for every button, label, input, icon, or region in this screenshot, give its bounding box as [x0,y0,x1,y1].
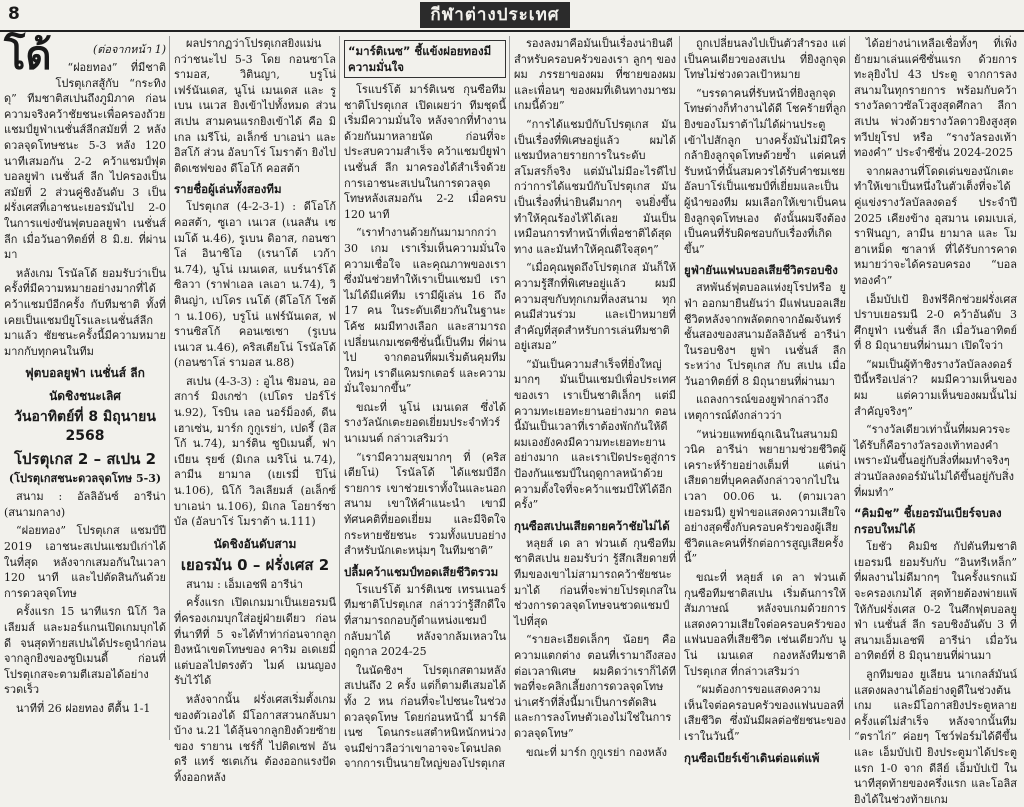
subheadline: กุนซือสเปนเสียดายคว้าชัยไม่ได้ [514,518,670,533]
paragraph: หลุยส์ เด ลา ฟวนเต้ กุนซือทีมชาติสเปน ยอมรับว่า รู้สึกเสียดายที่ทีมของเขาไม่สามารถคว้าชัยชนะมาได้ ก่อนที่จะพ่ายโปรตุเกสในช่วงการดวลจุดโทษจนชวดแชมป์ไปที่สุด [514,536,676,628]
paragraph: โรแบร์โต้ มาร์ติเนซ กุนซือทีมชาติโปรตุเกส เปิดเผยว่า ทีมชุดนี้เริ่มมีความมั่นใจ หลังจากที่ทำงานด้วยกันมาหลายนัด ก่อนที่จะประสบความสำเร็จ คว้าแชมป์ยูฟ่า เนชั่นส์ ลีก มาครองได้สำเร็จด้วยการเอาชนะสเปนในการดวลจุดโทษหลังเสมอกัน 2-2 เมื่อครบ 120 นาที [344,83,506,221]
paragraph: “บรรดาคนที่รับหน้าที่ยิงลูกจุดโทษต่างก็ทำงานได้ดี โชคร้ายที่ลูกยิงของโมราต้าไม่ได้ผ่านประตูเข้าไปสักลูก บางครั้งมันไม่มีใครกล้ายิงลูกจุดโทษด้วยซ้ำ แต่คนที่รับหน้าที่นั้นสมควรได้รับคำชมเชย อัลบาโร่เป็นแชมป์ที่เยี่ยมและเป็นผู้นำของทีม ผมเลือกให้เขาเป็นคนยิงลูกจุดโทษเอง ดังนั้นผมจึงต้องเป็นคนที่รับผิดชอบกับเรื่องที่เกิดขึ้น” [684,86,846,256]
paragraph: “มันเป็นความสำเร็จที่ยิ่งใหญ่มากๆ มันเป็นแชมป์เพื่อประเทศของเรา เราเป็นชาติเล็กๆ แต่มีความทะเยอทะยานอย่างมาก ตอนนี้มันเป็นเวลาที่เราต้องพักกันให้ดี ผมเองยังคงมีความทะเยอทะยานอย่างมาก และเราเปิดประตูสู่การป้องกันแชมป์ในฤดูกาลหน้าด้วยความตั้งใจที่จะคว้าแชมป์ให้ได้อีกครั้ง” [514,357,676,512]
column-footer-text: ขณะที่ มาร์ก กูกูเรย่า กองหลัง [526,745,667,759]
result-score: โปรตุเกส 2 – สเปน 2 [13,450,157,469]
subheadline: ปลื้มคว้าแชมป์ทอดเสียชีวิตรวม [344,564,499,579]
page-number: 8 [8,4,20,24]
column-5 [684,36,850,765]
paragraph: หลังเกม โรนัลโด้ ยอมรับว่าเป็นครั้งที่มีความหมายอย่างมากที่ได้คว้าแชมป์อีกครั้ง กับทีมชาติ ทั้งที่เคยเป็นแชมป์ยูโรและเนชั่นส์ลีกมาแล้ว ชัยชนะครั้งนี้มีความหมายมากกับทุกคนในทีม [4,266,166,358]
paragraph: ลูกทีมของ ยูเลียน นาเกลส์มันน์ แสดงผลงานได้อย่างดูดีในช่วงต้นเกม และมีโอกาสยิงประตูหลายครั้งแต่ไม่สำเร็จ หลังจากนั้นทีม “ตราไก่” ค่อยๆ โชว์ฟอร์มได้ดีขึ้นและ เอ็มบัปเป้ ยิงประตูมาได้ประตูแรก 1-0 จาก ดีลีย์ เอ็มบัปเป้ ในนาทีสุดท้ายของครึ่งแรก และโอลิส ยิงได้ในช่วงท้ายเกม [854,667,1017,806]
paragraph: “เราทำงานด้วยกันมามากกว่า 30 เกม เราเริ่มเห็นความมั่นใจ ความเชื่อใจ และคุณภาพของเรา ซึ่งมันช่วยทำให้เราเป็นแชมป์ เราไม่ได้มีแค่ทีม เรามีผู้เล่น 16 ถึง 17 คน ในระดับเดียวกันในฐานะโค้ช ผมมีทางเลือก และสามารถเปลี่ยนเกมเซตซีซั่นนี้เป็นทีม ที่ผ่านไป จากตอนที่ผมเริ่มต้นคุมทีมใหม่ๆ เราดีแคมรกเตอร์ และความมั่นใจมากขึ้น” [344,226,506,396]
paragraph: ครั้งแรก 15 นาทีแรก นิโก้ วิลเลียมส์ และมอร์แกนเปิดเกมบุกได้ดี จนสุดท้ายสเปนได้ประตูนำก่อนจากลูกยิงของซูบิเมนดี้ ก่อนที่โปรตุเกสจะตามตีเสมอได้อย่างรวดเร็ว [4,605,166,697]
paragraph: หลังจากนั้น ฝรั่งเศสเริ่มตั้งเกมของตัวเองได้ มีโอกาสสวนกลับมาบ้าง น.21 ได้ลุ้นจากลูกยิงด้วยซ้ายของ รายาน เชร์กี้ ไปติดเซฟ อันดรี แทร์ ชเตเก้น ต้องออกแรงปัดทิ้งออกหลัง [174,692,336,784]
headline-kicker: โด้ [4,33,52,79]
paragraph: ขณะที่ นูโน่ เมนเดส ซึ่งได้รางวัลนักเตะยอดเยี่ยมประจำทัวร์นาเมนต์ กล่าวเสริมว่า [344,400,506,446]
paragraph: “หน่วยแพทย์ฉุกเฉินในสนามมิวนิค อารีน่า พยายามช่วยชีวิตผู้เคราะห์ร้ายอย่างเต็มที่ แต่น่าเสียดายที่บุคคลดังกล่าวจากไปในเวลา 00.06 น. (ตามเวลาเยอรมนี) ยูฟ่าขอแสดงความเสียใจอย่างสุดซึ้งกับครอบครัวของผู้เสียชีวิตและคนที่รักต่อการสูญเสียครั้งนี้” [684,427,846,566]
continued-from-label: (ต่อจากหน้า 1) [92,43,166,56]
paragraph: “ผมเป็นผู้ท้าชิงรางวัลบัลลงดอร์ปีนี้หรือเปล่า? ผมมีความเห็นของผม แต่ความเห็นของผมนั้นไม่สำคัญจริงๆ” [854,357,1017,418]
article-columns [4,33,1020,806]
paragraph: เอ็มบัปเป้ ยิงฟรีคิกช่วยฝรั่งเศสปราบเยอรมนี 2-0 คว้าอันดับ 3 ศึกยูฟ่า เนชั่นส์ ลีก เมื่อวันอาทิตย์ที่ 8 มิถุนายนที่ผ่านมา เปิดใจว่า [854,292,1017,353]
paragraph: ขณะที่ หลุยส์ เด ลา ฟวนเต้ กุนซือทีมชาติสเปน เริ่มต้นการให้สัมภาษณ์ หลังจบเกมด้วยการแสดงความเสียใจต่อครอบครัวของแฟนบอลที่เสียชีวิต เช่นเดียวกับ นูโน่ เมนเดส กองหลังทีมชาติโปรตุเกส ที่กล่าวเสริมว่า [684,571,846,678]
result-title: ฟุตบอลยูฟ่า เนชั่นส์ ลีก [25,366,145,381]
column-4 [514,36,680,759]
paragraph: สหพันธ์ฟุตบอลแห่งยุโรปหรือ ยูฟ่า ออกมายืนยันว่า มีแฟนบอลเสียชีวิตหลังจากพลัดตกจากอัฒจันทร์ชั้นสองของสนามอัลลิอันซ์ อารีน่า ในรอบชิงฯ ยูฟ่า เนชั่นส์ ลีก ระหว่าง โปรตุเกส กับ สเปน เมื่อวันอาทิตย์ที่ 8 มิถุนายนที่ผ่านมา [684,281,846,388]
third-place-heading: นัดชิงอันดับสาม [213,536,297,551]
lineup-spain: สเปน (4-3-3) : อูไน ซิมอน, ออสการ์ มิงเกซ่า (เปโดร ปอร์โร่ น.92), โรบิน เลอ นอร์ม็องด์, ดีน เฮาเซ่น, มาร์ก กูกูเรย่า, เปดรี้ (อิสโก้ น.74), มาร์ติน ซูบิเมนดี้, ฟาเบียน รุยซ์ (มิเกล เมริโน่ น.74), ลามีน ยามาล (เยเรมี่ ปิโน่ น.106), นิโก้ วิลเลียมส์ (อเล็กซ์ บาเอน่า น.106), มิเกล โอยาร์ซาบัล (อัลบาโร่ โมราต้า น.111) [174,374,336,529]
paragraph: ผลปรากฏว่าโปรตุเกสยิงแม่นกว่าชนะไป 5-3 โดย กอนซาโล รามอส, วิตินญา, บรูโน่ เฟร์นันเดส, นูโน่ เมนเดส และ รูเบน เนเวส ยิงเข้าไปทั้งหมด ส่วนสเปน สามคนแรกยิงเข้าได้ คือ มิเกล เมรีโน่, อเล็กซ์ บาเอน่า และ อิสโก้ ส่วน อัลบาโร่ โมราต้า ยิงไปติดเซฟของ ดีโอโก้ คอสต้า [174,37,336,175]
result-note: (โปรตุเกสชนะดวลจุดโทษ 5-3) [8,472,162,486]
paragraph: ถูกเปลี่ยนลงไปเป็นตัวสำรอง แต่เป็นคนเดียวของสเปน ที่ยิงลูกจุดโทษไม่ช่วงดวลเป้าหมาย [684,37,846,82]
column-6 [854,36,1020,806]
column-footer-text: นาทีที่ 26 ฝอยทอง ตีตื้น 1-1 [16,702,151,715]
paragraph: “รายละเอียดเล็กๆ น้อยๆ คือความแตกต่าง ตอนที่เรามาถึงสองต่อเวลาพิเศษ ผมคิดว่าเราก็ได้ทีพอที่จะคลิกเลี้ยงการดวลจุดโทษ น่าเศร้าที่สิ่งนี้มาเป็นการตัดสิน และการลงโทษตัวเองไม่ใช่ในการดวลจุดโทษ” [514,633,676,740]
stadium-line: สนาม : เอ็มเอชพี อารีน่า [186,577,303,591]
paragraph: โรแบร์โต้ มาร์ติเนซ เทรนเนอร์ทีมชาติโปรตุเกส กล่าวว่ารู้สึกดีใจที่สามารถกอบกู้ตำแหน่งแชมป์กลับมาได้ หลังจากล้มเหลวในฤดูกาล 2024-25 [344,582,506,659]
paragraph: ได้อย่างน่าเหลือเชื่อทั้งๆ ที่เพิ่งย้ายมาเล่นแค่ซีซั่นแรก ด้วยการทะลุยิงไป 43 ประตู จากการลงสนามในทุกรายการ พร้อมกับคว้ารางวัลดาวซัลโวสูงสุดศึกลา ลีกา สเปน พ่วงด้วยรางวัลดาวยิงสูงสุดทวีปยุโรป หรือ “รางวัลรองเท้าทองคำ” ประจำซีซั่น 2024-2025 [854,37,1017,160]
result-subtitle: นัดชิงชนะเลิศ [49,389,121,404]
paragraph: “การได้แชมป์กับโปรตุเกส มันเป็นเรื่องที่พิเศษอยู่แล้ว ผมได้แชมป์หลายรายการในระดับสโมสรก็จริง แต่มันไม่มีอะไรดีไปกว่าการได้แชมป์กับโปรตุเกส มันเป็นเรื่องที่น่ายินดีมากๆ จนยิ่งขึ้นทำให้คุณร้องไห้ได้เลย มันเป็นเหมือนการทำหน้าที่เพื่อชาติได้สุดทาง และมันทำให้คุณดีใจสุดๆ” [514,117,676,256]
lineup-heading: รายชื่อผู้เล่นทั้งสองทีม [174,182,282,197]
masthead [0,0,1024,32]
paragraph: ครั้งแรก เปิดเกมมาเป็นเยอรมนีที่ครองเกมบุกใส่อยู่ฝ่ายเดียว ก่อนที่นาทีที่ 5 จะได้ทำท่าก่อนจากลูกยิงหน้าเขตโทษของ คาริม อเดเยมี่ แต่บอลไปตรงตัว ไมค์ เมนญอง รับไว้ได้ [174,596,336,688]
column-1 [4,33,170,740]
paragraph: โยชัว คิมมิช กัปตันทีมชาติเยอรมนี ยอมรับกับ “อินทรีเหล็ก” ที่ผลงานไม่ดีมากๆ ในครั้งแรกแม้จะครองเกมได้ สุดท้ายต้องพ่ายแพ้ให้กับฝรั่งเศส 0-2 ในศึกฟุตบอลยูฟ่า เนชั่นส์ ลีก รอบชิงอันดับ 3 ที่สนามเอ็มเอชพี อารีน่า เมื่อวันอาทิตย์ที่ 8 มิถุนายนที่ผ่านมา [854,540,1017,663]
stadium-line: สนาม : อัลลิอันซ์ อารีน่า (สนามกลาง) [4,490,166,519]
result-date: วันอาทิตย์ที่ 8 มิถุนายน 2568 [14,409,156,445]
paragraph: “ฝอยทอง” โปรตุเกส แชมป์ปี 2019 เอาชนะสเปนแชมป์เก่าได้ในที่สุด หลังจากเสมอกันในเวลา 120 นาที และไปตัดสินกันด้วยการดวลจุดโทษ [4,524,166,600]
section-logo: กีฬาต่างประเทศ [420,2,570,28]
paragraph: ในนัดชิงฯ โปรตุเกสตามหลังสเปนถึง 2 ครั้ง แต่ก็ตามตีเสมอได้ทั้ง 2 หน ก่อนที่จะไปชนะในช่วงดวลจุดโทษ โดยก่อนหน้านี้ มาร์ติเนซ โดนกระแสตำหนิหนักหน่วง จนมีข่าวลือว่าเขาอาจจะโดนปลดจากการเป็นนายใหญ่ของโปรตุเกส [344,663,506,771]
paragraph: จากผลงานที่โดดเด่นของนักเตะทำให้เขาเป็นหนึ่งในตัวเต็งที่จะได้คู่แข่งรางวัลบัลลงดอร์ ประจำปี 2025 เคียงข้าง อุสมาน เดมเบเล่, ราฟินญา, ลามีน ยามาล และ โมฮาเหม็ด ซาลาห์ ที่ได้รับการคาดหมายว่าจะได้ครอบครอง “บอลทองคำ” [854,164,1017,287]
subheadline: กุนซือเบียร์เข้าเดินต่อแต่แพ้ [684,750,820,765]
subheadline: “มาร์ติเนซ” ชี้แข้งฝอยทองมีความมั่นใจ [344,40,506,78]
paragraph: แถลงการณ์ของยูฟ่ากล่าวถึงเหตุการณ์ดังกล่าวว่า [684,393,829,423]
paragraph: “ผมต้องการขอแสดงความเห็นใจต่อครอบครัวของแฟนบอลที่เสียชีวิต ซึ่งมันมีผลต่อชัยชนะของเราในวันนี้” [684,683,846,743]
subheadline: “คิมมิช” ชี้เยอรมันเบียร์จบลงกรอบใหม่ได้ [854,506,1002,537]
subheadline: ยูฟ่ายันแฟนบอลเสียชีวิตรอบชิง [684,263,838,278]
paragraph: รองลงมาคือมันเป็นเรื่องน่ายินดีสำหรับครอบครัวของเรา ลูกๆ ของผม ภรรยาของผม ที่ซายของผม และเพื่อนๆ ของผมที่เดินทางมาชมเกมนี้ด้วย” [514,37,676,113]
paragraph: “รางวัลเดียวเท่านั้นที่ผมควรจะได้รับก็คือรางวัลรองเท้าทองคำ เพราะมันขึ้นอยู่กับสิ่งที่ผมทำจริงๆ ส่วนบัลลงดอร์มันไม่ได้ขึ้นอยู่กับสิ่งที่ผมทำ” [854,423,1014,499]
paragraph: “เมื่อคุณพูดถึงโปรตุเกส มันก็ให้ความรู้สึกที่พิเศษอยู่แล้ว ผมมีความสุขกับทุกเกมที่ลงสนาม ทุกคนมีส่วนร่วม และเป้าหมายที่สำคัญที่สุดสำหรับการเล่นทีมชาติอยู่เสมอ” [514,261,676,353]
lineup-portugal: โปรตุเกส (4-2-3-1) : ดีโอโก้ คอสต้า, ซูเอา เนเวส (เนลสัน เซเมโด้ น.46), รูเบน ดิอาส, กอนซาโล่ อินาซิโอ (เรนาโต้ เวก้า น.74), นูโน่ เมนเดส, แบร์นาร์โด้ ซิลวา (ราฟาเอล เลเอา น.74), วิตินญ่า, เปโดร เนโต้ (ดีโอโก้ โชต้า น.106), บรูโน่ แฟร์นันเดส, ฟรานซิสโก้ คอนเซเซา (รูเบน เนเวส น.46), คริสเตียโน่ โรนัลโด้ (กอนซาโล่ รามอส น.88) [174,200,336,370]
paragraph: “เรามีความสุขมากๆ ที่ (คริสเตียโน่) โรนัลโด้ ได้แชมป์อีกรายการ เขาช่วยเราทั้งในและนอกสนาม เขาให้คำแนะนำ เขามีทัศนคติที่ยอดเยี่ยม และมีจิตใจกระหายชัยชนะ รวมทั้งแบบอย่างสำหรับนักเตะหนุ่มๆ ในทีมชาติ” [344,450,506,558]
paragraph: “ฝอยทอง” ที่มีชาติโปรตุเกสสู้กับ “กระทิงดุ” ทีมชาติสเปนถึงภูมิภาค ก่อนความจริงคว้าชัยชนะเพื่อครองถ้วยแชมป์ยูฟ่าเนชั่นส์ลีกสมัยที่ 2 หลังดวลจุดโทษชนะ 5-3 หลัง 120 นาทีเสมอกัน 2-2 คว้าแชมป์ฟุตบอลยูฟ่า เนชั่นส์ ลีก ไปครองเป็นสมัยที่ 2 ส่วนคู่ชิงอันดับ 3 เป็นฝรั่งเศสที่เอาชนะเยอรมันไป 2-0 ในการแข่งขันฟุตบอลยูฟ่า เนชั่นส์ ลีก เมื่อวันอาทิตย์ที่ 8 มิ.ย. ที่ผ่านมา [4,61,166,262]
column-2 [174,36,340,784]
third-place-score: เยอรมัน 0 – ฝรั่งเศส 2 [180,555,330,574]
column-3 [344,36,510,771]
